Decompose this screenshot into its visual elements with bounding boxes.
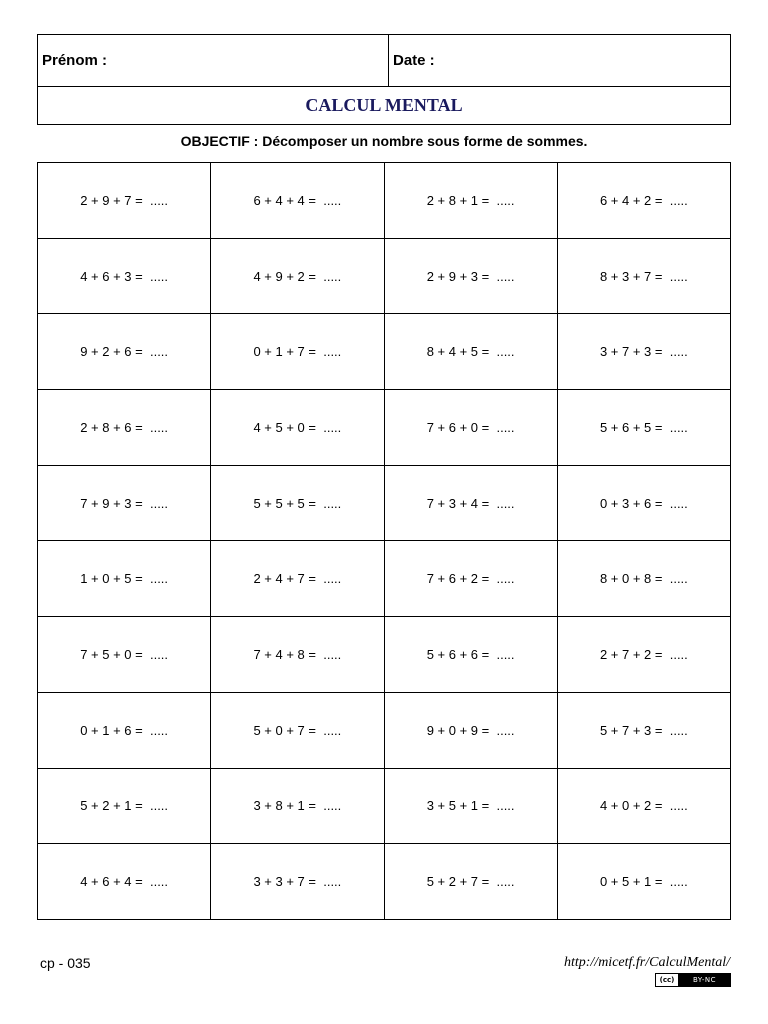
exercise-cell[interactable]: 3 + 3 + 7 = ..... bbox=[211, 844, 384, 920]
exercise-cell[interactable]: 3 + 5 + 1 = ..... bbox=[384, 768, 557, 844]
cc-license-badge bbox=[655, 973, 731, 987]
exercise-row bbox=[38, 541, 731, 617]
exercise-cell[interactable]: 8 + 4 + 5 = ..... bbox=[384, 314, 557, 390]
exercise-cell[interactable]: 5 + 6 + 5 = ..... bbox=[557, 390, 730, 466]
exercise-cell[interactable]: 7 + 6 + 2 = ..... bbox=[384, 541, 557, 617]
exercise-cell[interactable]: 2 + 9 + 3 = ..... bbox=[384, 238, 557, 314]
exercise-cell[interactable]: 7 + 5 + 0 = ..... bbox=[38, 617, 211, 693]
exercise-cell[interactable]: 0 + 3 + 6 = ..... bbox=[557, 465, 730, 541]
prenom-cell[interactable] bbox=[38, 35, 389, 87]
exercise-cell[interactable]: 7 + 6 + 0 = ..... bbox=[384, 390, 557, 466]
exercise-cell[interactable]: 0 + 1 + 6 = ..... bbox=[38, 692, 211, 768]
exercise-row bbox=[38, 163, 731, 239]
license-terms: BY-NC bbox=[679, 974, 730, 986]
exercise-cell[interactable]: 6 + 4 + 2 = ..... bbox=[557, 163, 730, 239]
exercise-cell[interactable]: 5 + 2 + 1 = ..... bbox=[38, 768, 211, 844]
exercise-row bbox=[38, 692, 731, 768]
exercise-cell[interactable]: 6 + 4 + 4 = ..... bbox=[211, 163, 384, 239]
exercise-cell[interactable]: 4 + 0 + 2 = ..... bbox=[557, 768, 730, 844]
exercise-row bbox=[38, 617, 731, 693]
exercise-cell[interactable]: 8 + 0 + 8 = ..... bbox=[557, 541, 730, 617]
prenom-label: Prénom : bbox=[42, 52, 108, 69]
exercise-cell[interactable]: 2 + 8 + 6 = ..... bbox=[38, 390, 211, 466]
source-url[interactable]: http://micetf.fr/CalculMental/ bbox=[563, 955, 730, 970]
exercise-cell[interactable]: 7 + 4 + 8 = ..... bbox=[211, 617, 384, 693]
page-title: CALCUL MENTAL bbox=[38, 87, 731, 125]
exercise-row bbox=[38, 314, 731, 390]
date-cell[interactable] bbox=[389, 35, 731, 87]
header-table bbox=[37, 34, 731, 125]
exercise-row bbox=[38, 238, 731, 314]
exercise-cell[interactable]: 2 + 8 + 1 = ..... bbox=[384, 163, 557, 239]
exercise-cell[interactable]: 5 + 2 + 7 = ..... bbox=[384, 844, 557, 920]
exercise-cell[interactable]: 4 + 5 + 0 = ..... bbox=[211, 390, 384, 466]
exercise-cell[interactable]: 1 + 0 + 5 = ..... bbox=[38, 541, 211, 617]
exercise-cell[interactable]: 2 + 9 + 7 = ..... bbox=[38, 163, 211, 239]
exercise-cell[interactable]: 7 + 9 + 3 = ..... bbox=[38, 465, 211, 541]
exercise-row bbox=[38, 465, 731, 541]
exercise-cell[interactable]: 9 + 2 + 6 = ..... bbox=[38, 314, 211, 390]
exercise-cell[interactable]: 5 + 6 + 6 = ..... bbox=[384, 617, 557, 693]
exercise-cell[interactable]: 0 + 5 + 1 = ..... bbox=[557, 844, 730, 920]
exercise-cell[interactable]: 7 + 3 + 4 = ..... bbox=[384, 465, 557, 541]
exercise-cell[interactable]: 4 + 6 + 4 = ..... bbox=[38, 844, 211, 920]
objective-text: OBJECTIF : Décomposer un nombre sous forme de sommes. bbox=[180, 133, 588, 149]
exercise-cell[interactable]: 4 + 6 + 3 = ..... bbox=[38, 238, 211, 314]
exercise-cell[interactable]: 2 + 4 + 7 = ..... bbox=[211, 541, 384, 617]
exercise-grid bbox=[37, 162, 731, 920]
exercise-row bbox=[38, 844, 731, 920]
sheet-code: cp - 035 bbox=[40, 955, 91, 971]
exercise-cell[interactable]: 4 + 9 + 2 = ..... bbox=[211, 238, 384, 314]
exercise-cell[interactable]: 3 + 8 + 1 = ..... bbox=[211, 768, 384, 844]
exercise-cell[interactable]: 0 + 1 + 7 = ..... bbox=[211, 314, 384, 390]
exercise-row bbox=[38, 768, 731, 844]
cc-icon: (cc) bbox=[656, 974, 679, 986]
exercise-cell[interactable]: 3 + 7 + 3 = ..... bbox=[557, 314, 730, 390]
date-label: Date : bbox=[393, 52, 435, 69]
exercise-cell[interactable]: 5 + 7 + 3 = ..... bbox=[557, 692, 730, 768]
exercise-cell[interactable]: 5 + 5 + 5 = ..... bbox=[211, 465, 384, 541]
exercise-cell[interactable]: 5 + 0 + 7 = ..... bbox=[211, 692, 384, 768]
exercise-cell[interactable]: 2 + 7 + 2 = ..... bbox=[557, 617, 730, 693]
exercise-row bbox=[38, 390, 731, 466]
exercise-cell[interactable]: 9 + 0 + 9 = ..... bbox=[384, 692, 557, 768]
exercise-cell[interactable]: 8 + 3 + 7 = ..... bbox=[557, 238, 730, 314]
